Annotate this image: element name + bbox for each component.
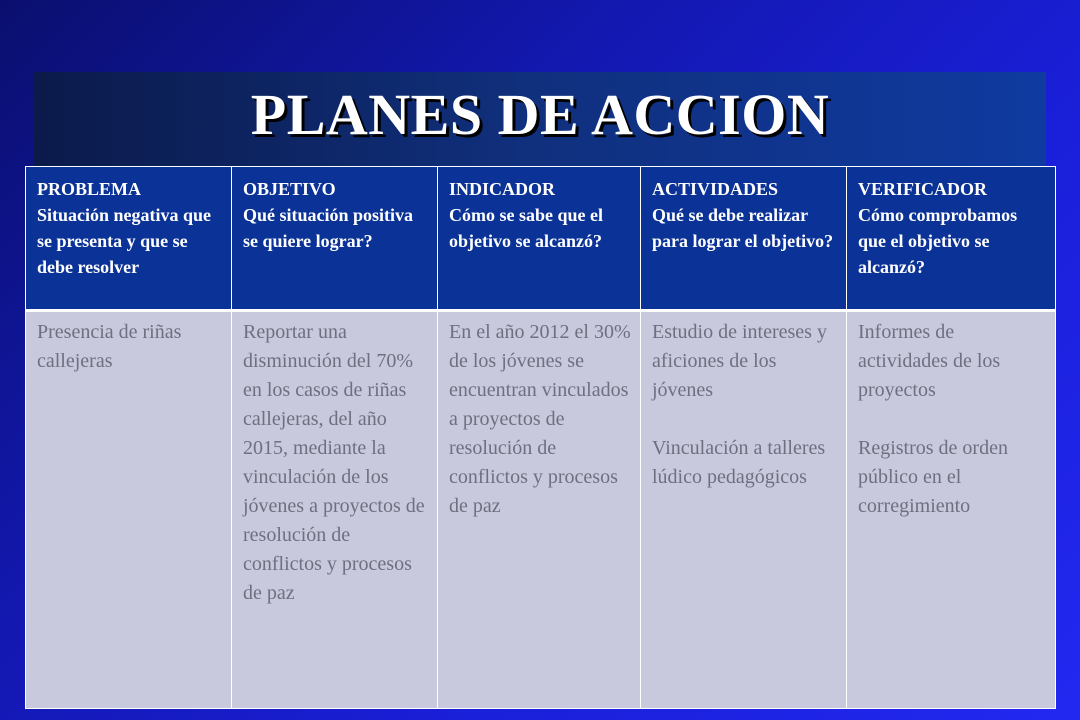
cell-text: En el año 2012 el 30% de los jóvenes se encuentran vinculados a proyectos de resolución de conflictos y procesos de paz — [449, 321, 631, 517]
cell-text: Presencia de riñas callejeras — [37, 321, 182, 372]
slide-title: PLANES DE ACCION — [250, 81, 830, 147]
verifier-item: Registros de orden público en el corregimiento — [858, 437, 1008, 517]
cell-indicador — [438, 311, 641, 709]
header-description: Cómo se sabe que el objetivo se alcanzó? — [449, 205, 603, 251]
verifier-item: Informes de actividades de los proyectos — [858, 321, 1001, 401]
paragraph-gap — [858, 405, 1047, 434]
table-header-row — [26, 167, 1056, 311]
header-label: VERIFICADOR — [858, 179, 988, 199]
header-label: OBJETIVO — [243, 179, 336, 199]
activity-item: Vinculación a talleres lúdico pedagógicos — [652, 437, 826, 488]
header-description: Cómo comprobamos que el objetivo se alcanzó? — [858, 205, 1018, 277]
header-problema — [26, 167, 232, 311]
cell-text: Reportar una disminución del 70% en los casos de riñas callejeras, del año 2015, mediante la vinculación de los jóvenes a proyectos de resolución de conflictos y procesos de paz — [243, 321, 425, 604]
header-label: PROBLEMA — [37, 179, 142, 199]
header-objetivo — [232, 167, 438, 311]
header-label: INDICADOR — [449, 179, 556, 199]
header-verificador — [847, 167, 1056, 311]
title-band — [34, 72, 1046, 168]
cell-verificador — [847, 311, 1056, 709]
cell-problema — [26, 311, 232, 709]
table-row — [26, 311, 1056, 709]
cell-objetivo — [232, 311, 438, 709]
header-actividades — [641, 167, 847, 311]
header-description: Situación negativa que se presenta y que se debe resolver — [37, 205, 212, 277]
activity-item: Estudio de intereses y aficiones de los jóvenes — [652, 321, 827, 401]
cell-actividades — [641, 311, 847, 709]
header-description: Qué situación positiva se quiere lograr? — [243, 205, 414, 251]
header-label: ACTIVIDADES — [652, 179, 779, 199]
paragraph-gap — [652, 405, 838, 434]
header-description: Qué se debe realizar para lograr el objetivo? — [652, 205, 834, 251]
header-indicador — [438, 167, 641, 311]
action-plan-table — [25, 166, 1056, 709]
